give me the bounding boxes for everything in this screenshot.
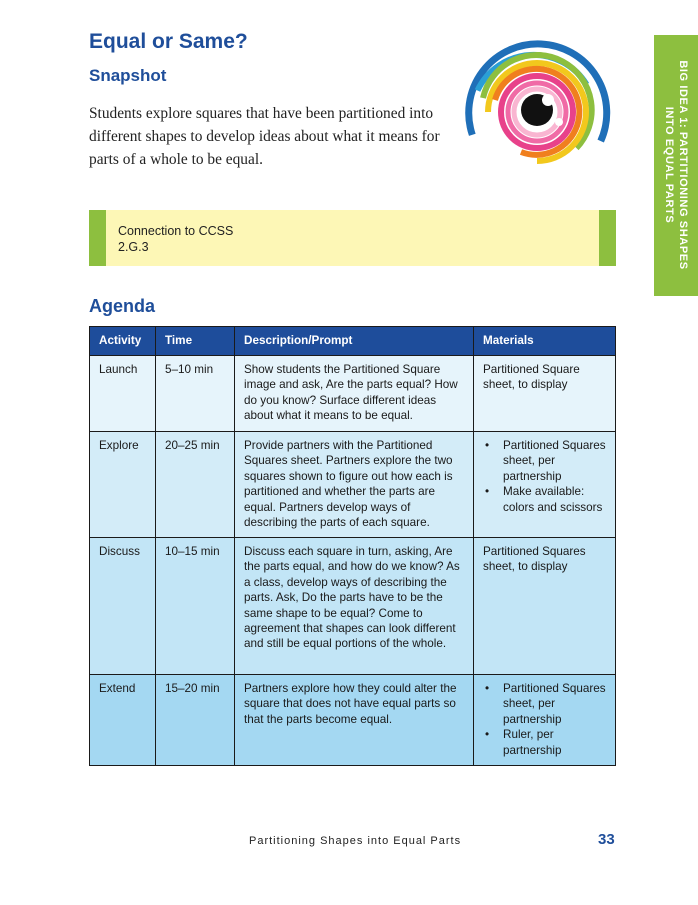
description-cell: Provide partners with the Partitioned Squares sheet. Partners explore the two squares shown to figure out how each is partitioned and whether the parts are equal. Partners develop ways of describing the parts of each square. xyxy=(235,432,474,538)
callout-left-bar xyxy=(89,210,106,266)
concentric-circles-logo-icon xyxy=(455,30,620,195)
big-idea-label xyxy=(662,40,690,290)
ccss-label: Connection to CCSS xyxy=(118,224,234,238)
big-idea-line-1: BIG IDEA 1: PARTITIONING SHAPES xyxy=(677,60,689,270)
materials-cell xyxy=(474,675,616,766)
ccss-callout xyxy=(89,210,616,266)
ccss-standard: 2.G.3 xyxy=(118,240,149,254)
description-cell: Show students the Partitioned Square image and ask, Are the parts equal? How do you know? Surface different ideas about what it means to be equal. xyxy=(235,356,474,432)
agenda-header-row xyxy=(90,327,616,356)
header-materials: Materials xyxy=(474,327,616,356)
header-time: Time xyxy=(156,327,235,356)
materials-cell: Partitioned Square sheet, to display xyxy=(474,356,616,432)
list-item: • Ruler, per partnership xyxy=(483,727,606,758)
description-cell: Discuss each square in turn, asking, Are the parts equal, and how do we know? As a class, develop ways of describing the parts. Ask, Do the parts have to be the same shape to be equal? Come to agreement that shapes can look different and still be equal portions of the whole. xyxy=(235,538,474,675)
activity-cell: Discuss xyxy=(90,538,156,675)
callout-right-bar xyxy=(599,210,616,266)
activity-cell: Extend xyxy=(90,675,156,766)
description-cell: Partners explore how they could alter the square that does not have equal parts so that the parts become equal. xyxy=(235,675,474,766)
materials-cell xyxy=(474,432,616,538)
time-cell: 10–15 min xyxy=(156,538,235,675)
page-number: 33 xyxy=(598,831,615,848)
running-footer: Partitioning Shapes into Equal Parts xyxy=(249,835,462,847)
activity-cell: Launch xyxy=(90,356,156,432)
section-subtitle: Snapshot xyxy=(89,66,167,85)
agenda-heading: Agenda xyxy=(89,296,156,316)
table-row xyxy=(90,432,616,538)
big-idea-side-tab xyxy=(654,35,698,296)
list-item: • Partitioned Squares sheet, per partnership xyxy=(483,681,606,727)
activity-cell: Explore xyxy=(90,432,156,538)
big-idea-line-2: INTO EQUAL PARTS xyxy=(663,106,675,224)
list-item: • Partitioned Squares sheet, per partnership xyxy=(483,438,606,484)
time-cell: 20–25 min xyxy=(156,432,235,538)
list-item: • Make available: colors and scissors xyxy=(483,484,606,515)
time-cell: 15–20 min xyxy=(156,675,235,766)
header-description: Description/Prompt xyxy=(235,327,474,356)
table-row xyxy=(90,675,616,766)
snapshot-intro: Students explore squares that have been partitioned into different shapes to develop ideas about what it means for parts of a whole to be equal. xyxy=(89,105,440,168)
time-cell: 5–10 min xyxy=(156,356,235,432)
header-activity: Activity xyxy=(90,327,156,356)
agenda-table xyxy=(89,326,616,766)
page-title: Equal or Same? xyxy=(89,30,248,53)
table-row xyxy=(90,356,616,432)
table-row xyxy=(90,538,616,675)
materials-list xyxy=(483,438,606,515)
materials-list xyxy=(483,681,606,758)
materials-cell: Partitioned Squares sheet, to display xyxy=(474,538,616,675)
